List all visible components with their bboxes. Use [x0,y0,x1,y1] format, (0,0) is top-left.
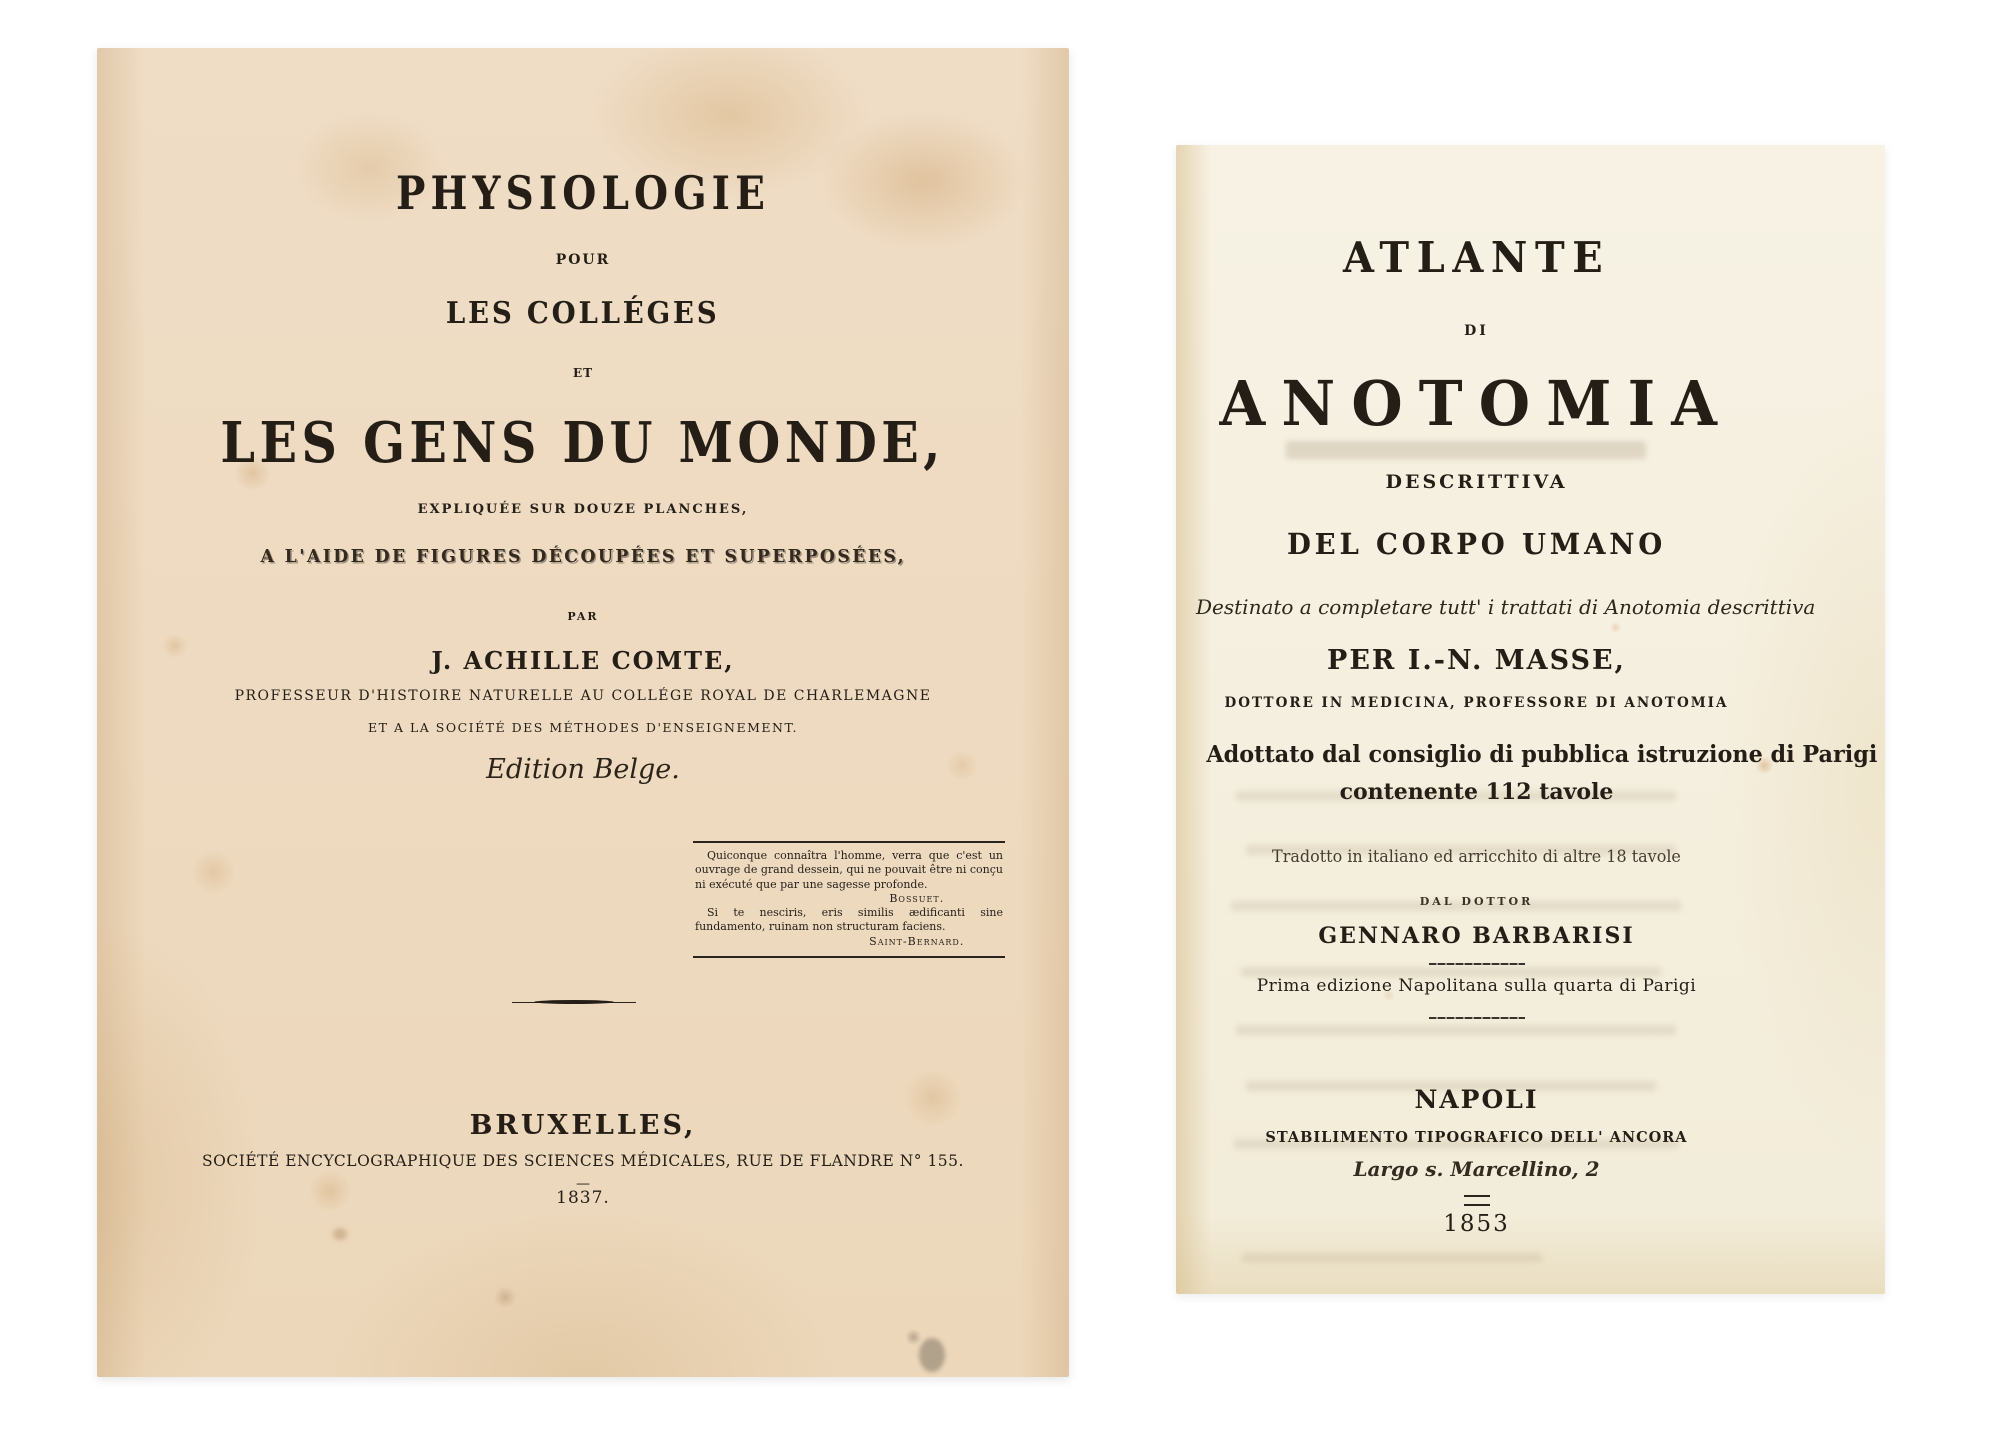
left-colleges-line: LES COLLÉGES [446,296,720,331]
right-translator-name: GENNARO BARBARISI [1318,923,1635,949]
edition-note-rule-bottom [1429,1017,1525,1019]
right-title-page [1176,145,1885,1294]
epigraph-quote-bossuet: Quiconque connaîtra l'homme, verra que c'est un ouvrage de grand dessein, qui ne pouvait être ni conçu ni exécuté que par une sagesse profonde. [695,849,1003,891]
left-book-title [97,166,1069,220]
left-imprint-city: BRUXELLES, [469,1110,697,1141]
left-explained-line: EXPLIQUÉE SUR DOUZE PLANCHES, [417,502,749,517]
left-author-name: J. ACHILLE COMTE, [431,646,735,675]
right-by-doctor-line: DAL DOTTOR [1419,895,1534,908]
epigraph-attribution-saint-bernard: Saint-Bernard. [869,934,965,948]
left-imprint-divider: — [576,1176,590,1192]
right-of-line: DI [1464,323,1489,339]
epigraph-block [693,841,1005,958]
left-for-line: POUR [555,252,611,268]
left-imprint-publisher: SOCIÉTÉ ENCYCLOGRAPHIQUE DES SCIENCES MÉDICALES, RUE DE FLANDRE N° 155. [202,1152,964,1170]
left-title-page [97,48,1069,1377]
left-book-title-text: PHYSIOLOGIE [395,166,770,220]
imprint-double-dash [1464,1195,1490,1206]
left-imprint-year: 1837. [556,1188,610,1208]
right-author-role: DOTTORE IN MEDICINA, PROFESSORE DI ANOTOMIA [1224,695,1729,711]
right-imprint-address: Largo s. Marcellino, 2 [1353,1157,1600,1181]
right-imprint-city: NAPOLI [1414,1085,1539,1114]
left-edition-script: Edition Belge. [486,754,680,785]
foxing-spot [333,1228,347,1240]
left-by-line: PAR [567,610,599,623]
edition-note-rule-top [1429,963,1525,965]
left-main-title: LES GENS DU MONDE, [220,410,946,476]
epigraph-attribution-bossuet: Bossuet. [889,891,945,905]
left-figures-ornate-line: A L'AIDE DE FIGURES DÉCOUPÉES ET SUPERPOSÉES, [260,546,906,567]
right-main-title: ANOTOMIA [1219,367,1734,440]
right-series-title: ATLANTE [1342,233,1611,282]
right-page-content [1196,145,1878,1294]
right-subtitle-2: DEL CORPO UMANO [1286,527,1667,561]
right-imprint-publisher: STABILIMENTO TIPOGRAFICO DELL' ANCORA [1265,1129,1688,1146]
right-adoption-line-1: Adottato dal consiglio di pubblica istruzione di Parigi [1206,741,1878,768]
left-author-role-2: ET A LA SOCIÉTÉ DES MÉTHODES D'ENSEIGNEMENT. [368,720,798,735]
right-translation-line: Tradotto in italiano ed arricchito di altre 18 tavole [1272,847,1681,867]
left-and-line: ET [572,366,594,380]
right-dedication-script: Destinato a completare tutt' i trattati di Anotomia descrittiva [1196,595,1816,619]
left-author-role-1: PROFESSEUR D'HISTOIRE NATURELLE AU COLLÉGE ROYAL DE CHARLEMAGNE [234,688,932,704]
right-subtitle-1: DESCRITTIVA [1385,471,1568,493]
right-imprint-year: 1853 [1443,1211,1510,1237]
right-adoption-line-2: contenente 112 tavole [1339,779,1614,805]
ink-smudge [919,1338,945,1372]
right-edition-note: Prima edizione Napolitana sulla quarta di Parigi [1256,976,1697,996]
swelled-divider-rule [512,1000,636,1004]
epigraph-quote-saint-bernard: Si te nesciris, eris similis ædificanti sine fundamento, ruinam non structuram faciens. [695,906,1003,934]
right-author-line: PER I.-N. MASSE, [1327,645,1626,676]
